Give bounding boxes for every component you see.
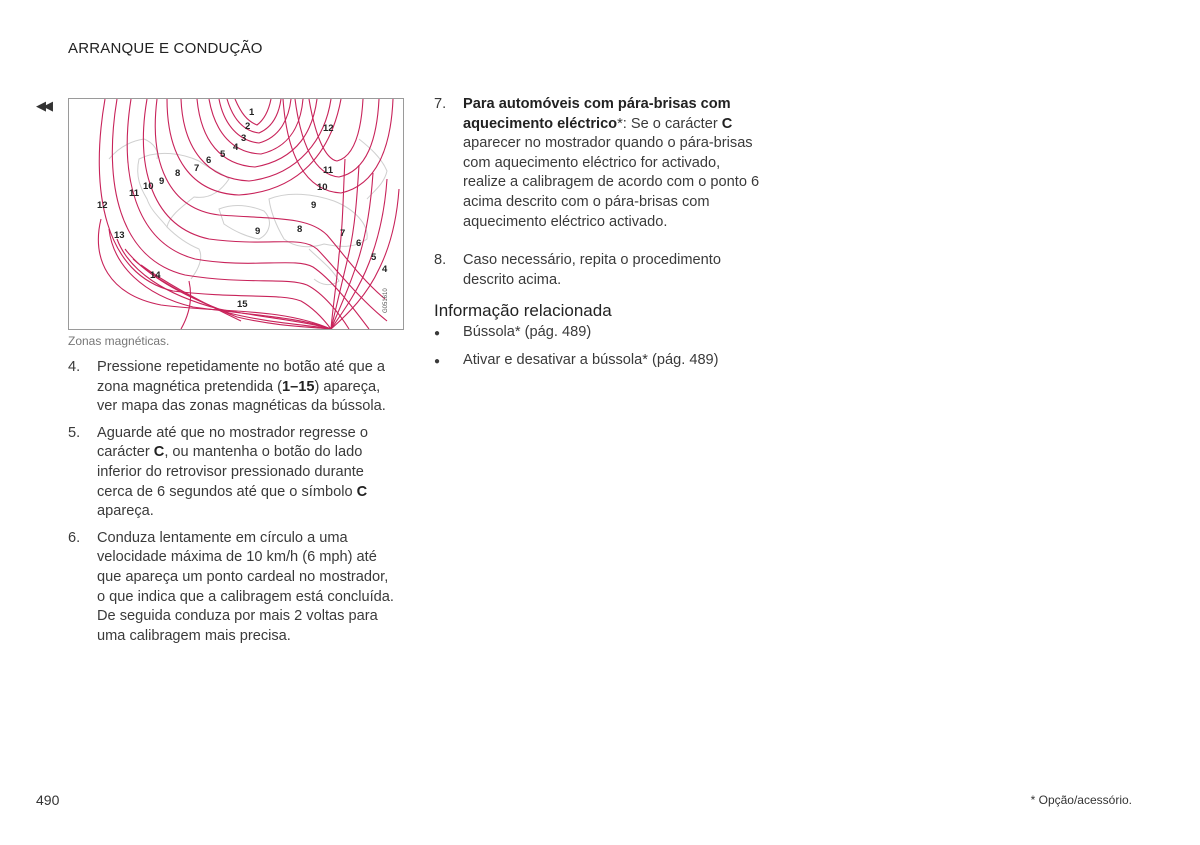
related-link-label[interactable]: Ativar e desativar a bússola* (pág. 489) [463, 351, 719, 368]
bullet-icon: ● [434, 355, 441, 367]
zone-label-3: 3 [241, 133, 247, 144]
step-heading: Para automóveis com pára-brisas com aquecimento eléctrico [463, 96, 731, 132]
step-number: 5. [68, 424, 81, 441]
magnetic-zones-svg [69, 99, 403, 329]
zone-label-4: 4 [233, 142, 239, 153]
zone-label-9: 9 [159, 176, 165, 187]
step-7 [434, 95, 764, 232]
zone-label-11-east: 11 [323, 165, 334, 176]
step-text-part: *: Se o carácter [617, 115, 722, 132]
zone-label-13: 13 [114, 230, 125, 241]
step-6 [68, 529, 398, 647]
character-c: C [356, 483, 368, 500]
zone-label-9-center: 9 [255, 226, 261, 237]
step-number: 7. [434, 96, 447, 112]
zone-label-7: 7 [194, 163, 200, 174]
page-number: 490 [36, 792, 60, 808]
related-link-bussola[interactable] [434, 323, 764, 344]
step-text-part: Aguarde até que no mostrador regresse o carácter [97, 424, 368, 461]
zone-label-4-east: 4 [382, 264, 388, 275]
figure-caption: Zonas magnéticas. [68, 334, 170, 348]
step-text-part: apareça. [97, 503, 154, 520]
zone-label-12-east: 12 [323, 123, 334, 134]
related-links [434, 323, 764, 371]
zone-label-9-east: 9 [311, 200, 317, 211]
step-number: 8. [434, 252, 447, 269]
step-text-part: Pressione repetidamente no botão até que a zona magnética pretendida ( [97, 359, 386, 395]
zone-label-10: 10 [143, 181, 154, 192]
related-link-label[interactable]: Bússola* (pág. 489) [463, 324, 592, 340]
zone-label-8: 8 [175, 168, 181, 179]
step-text-part: aparecer no mostrador quando o pára-brisas com aquecimento eléctrico for activado, realize a calibragem de acordo com o ponto 6 acima descrito com o pára-brisas com aquecimento eléctrico activado. [463, 135, 760, 230]
related-info-title: Informação relacionada [434, 301, 612, 320]
bullet-icon: ● [434, 328, 441, 339]
magnetic-zones-map [68, 98, 404, 330]
zone-lines [98, 99, 399, 329]
step-number: 6. [68, 529, 81, 546]
image-code: G051610 [383, 288, 389, 313]
step-text [97, 358, 398, 417]
related-info [434, 301, 764, 378]
section-title: ARRANQUE E CONDUÇÃO [68, 40, 263, 57]
zone-label-14: 14 [150, 270, 161, 281]
related-link-ativar-bussola[interactable] [434, 351, 764, 372]
zone-label-8-east: 8 [297, 224, 303, 235]
zone-label-7-east: 7 [340, 228, 346, 239]
back-arrow-icon[interactable]: ◀◀ [36, 98, 50, 113]
step-text: Caso necessário, repita o procedimento descrito acima. [463, 252, 721, 288]
zone-label-5: 5 [220, 149, 226, 160]
character-c: C [153, 444, 165, 461]
zone-range: 1–15 [281, 378, 315, 395]
zone-label-6-east: 6 [356, 238, 362, 249]
zone-label-2: 2 [245, 121, 251, 132]
step-text-part: ) apareça, ver mapa das zonas magnéticas da bússola. [97, 378, 386, 415]
zone-label-10-east: 10 [317, 182, 328, 193]
footnote: * Opção/acessório. [1030, 793, 1132, 807]
step-text [97, 424, 398, 522]
zone-label-15: 15 [237, 299, 248, 310]
step-5 [68, 424, 398, 522]
zone-label-11: 11 [129, 188, 140, 199]
zone-label-5-east: 5 [371, 252, 377, 263]
zone-label-6: 6 [206, 155, 212, 166]
character-c: C [721, 115, 733, 132]
step-4 [68, 358, 398, 417]
step-text [463, 95, 764, 232]
step-text: Conduza lentamente em círculo a uma velocidade máxima de 10 km/h (6 mph) até que apareça um ponto cardeal no mostrador, o que indica que a calibragem está concluída. De seguida conduza por mais 2 voltas para uma calibragem mais precisa. [97, 529, 394, 644]
step-number: 4. [68, 359, 81, 375]
steps-list-left [68, 358, 398, 653]
step-8 [434, 251, 764, 290]
zone-label-12: 12 [97, 200, 108, 211]
zone-label-1: 1 [249, 107, 255, 118]
step-text-part: , ou mantenha o botão do lado inferior do retrovisor pressionado durante cerca de 6 segundos até que o símbolo [97, 444, 364, 500]
steps-list-right [434, 95, 764, 297]
